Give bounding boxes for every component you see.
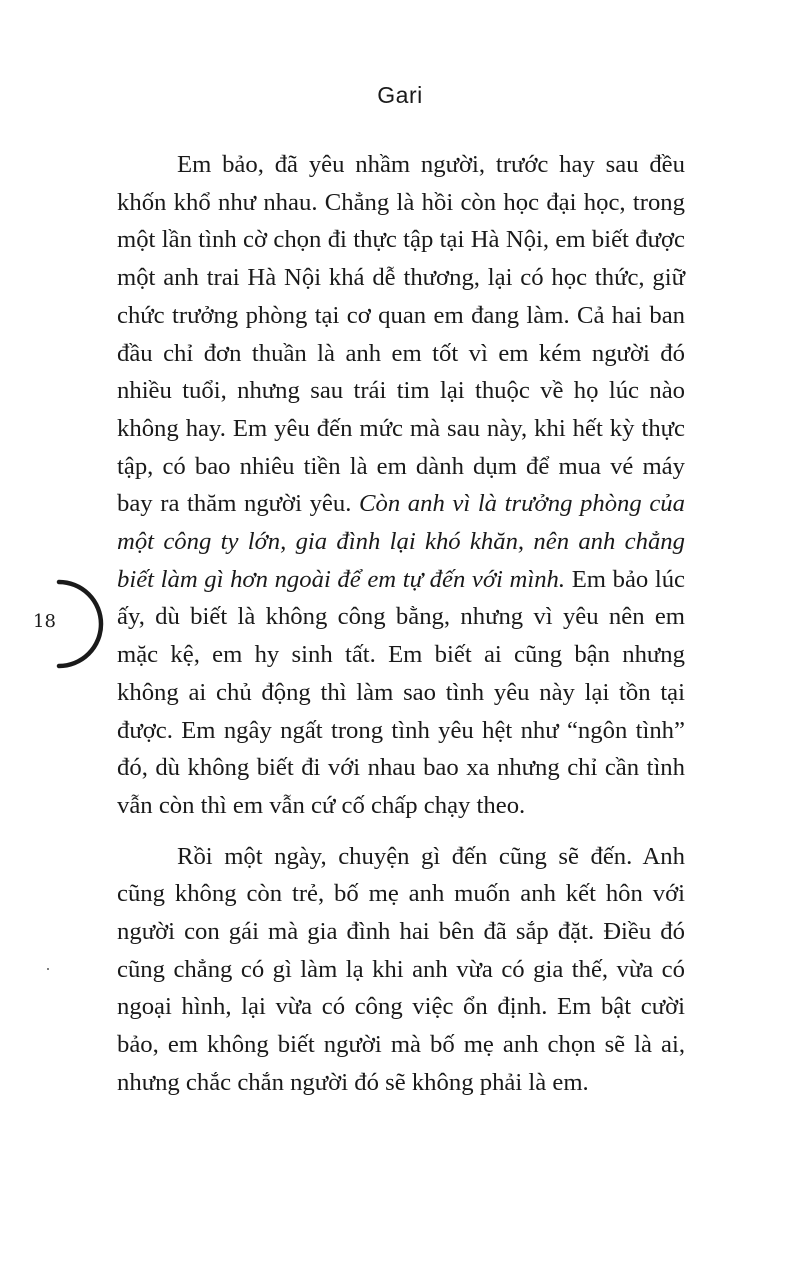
page-number: 18 [33,611,56,632]
running-header: Gari [377,82,423,108]
paragraph-1-text: Em bảo, đã yêu nhầm người, trước hay sau đều khốn khổ như nhau. Chẳng là hồi còn học đại học, trong một lần tình cờ chọn đi thực tập tại Hà Nội, em biết được một anh trai Hà Nội khá dễ thương, lại có học thức, giữ chức trưởng phòng tại cơ quan em đang làm. Cả hai ban đầu chỉ đơn thuần là anh em tốt vì em kém người đó nhiều tuổi, nhưng sau trái tim lại thuộc về họ lúc nào không hay. Em yêu đến mức mà sau này, khi hết kỳ thực tập, có bao nhiêu tiền là em dành dụm để mua vé máy bay ra thăm người yêu. [117,151,685,518]
paragraph-2: Rồi một ngày, chuyện gì đến cũng sẽ đến. Anh cũng không còn trẻ, bố mẹ anh muốn anh kết hôn với người con gái mà gia đình hai bên đã sắp đặt. Điều đó cũng chẳng có gì làm lạ khi anh vừa có gia thế, vừa có ngoại hình, lại vừa có công việc ổn định. Em bật cười bảo, em không biết người mà bố mẹ anh chọn sẽ là ai, nhưng chắc chắn người đó sẽ không phải là em. [117,842,685,1096]
body-text [117,146,685,1102]
paragraph-1 [117,146,685,825]
paragraph-1-continuation: Em bảo lúc ấy, dù biết là không công bằng, nhưng vì yêu nên em mặc kệ, em hy sinh tất. Em biết ai cũng bận nhưng không ai chủ động thì làm sao tình yêu này lại tồn tại được. Em ngây ngất trong tình yêu hệt như “ngôn tình” đó, dù không biết đi với nhau bao xa nhưng chỉ cần tình vẫn còn thì em vẫn cứ cố chấp chạy theo. [117,565,686,819]
paragraph-1-italic: Còn anh vì là trưởng phòng của một công ty lớn, gia đình lại khó khăn, nên anh chẳng biết làm gì hơn ngoài để em tự đến với mình. [117,490,685,593]
page-number-arc [14,578,104,670]
margin-mark [47,968,49,970]
